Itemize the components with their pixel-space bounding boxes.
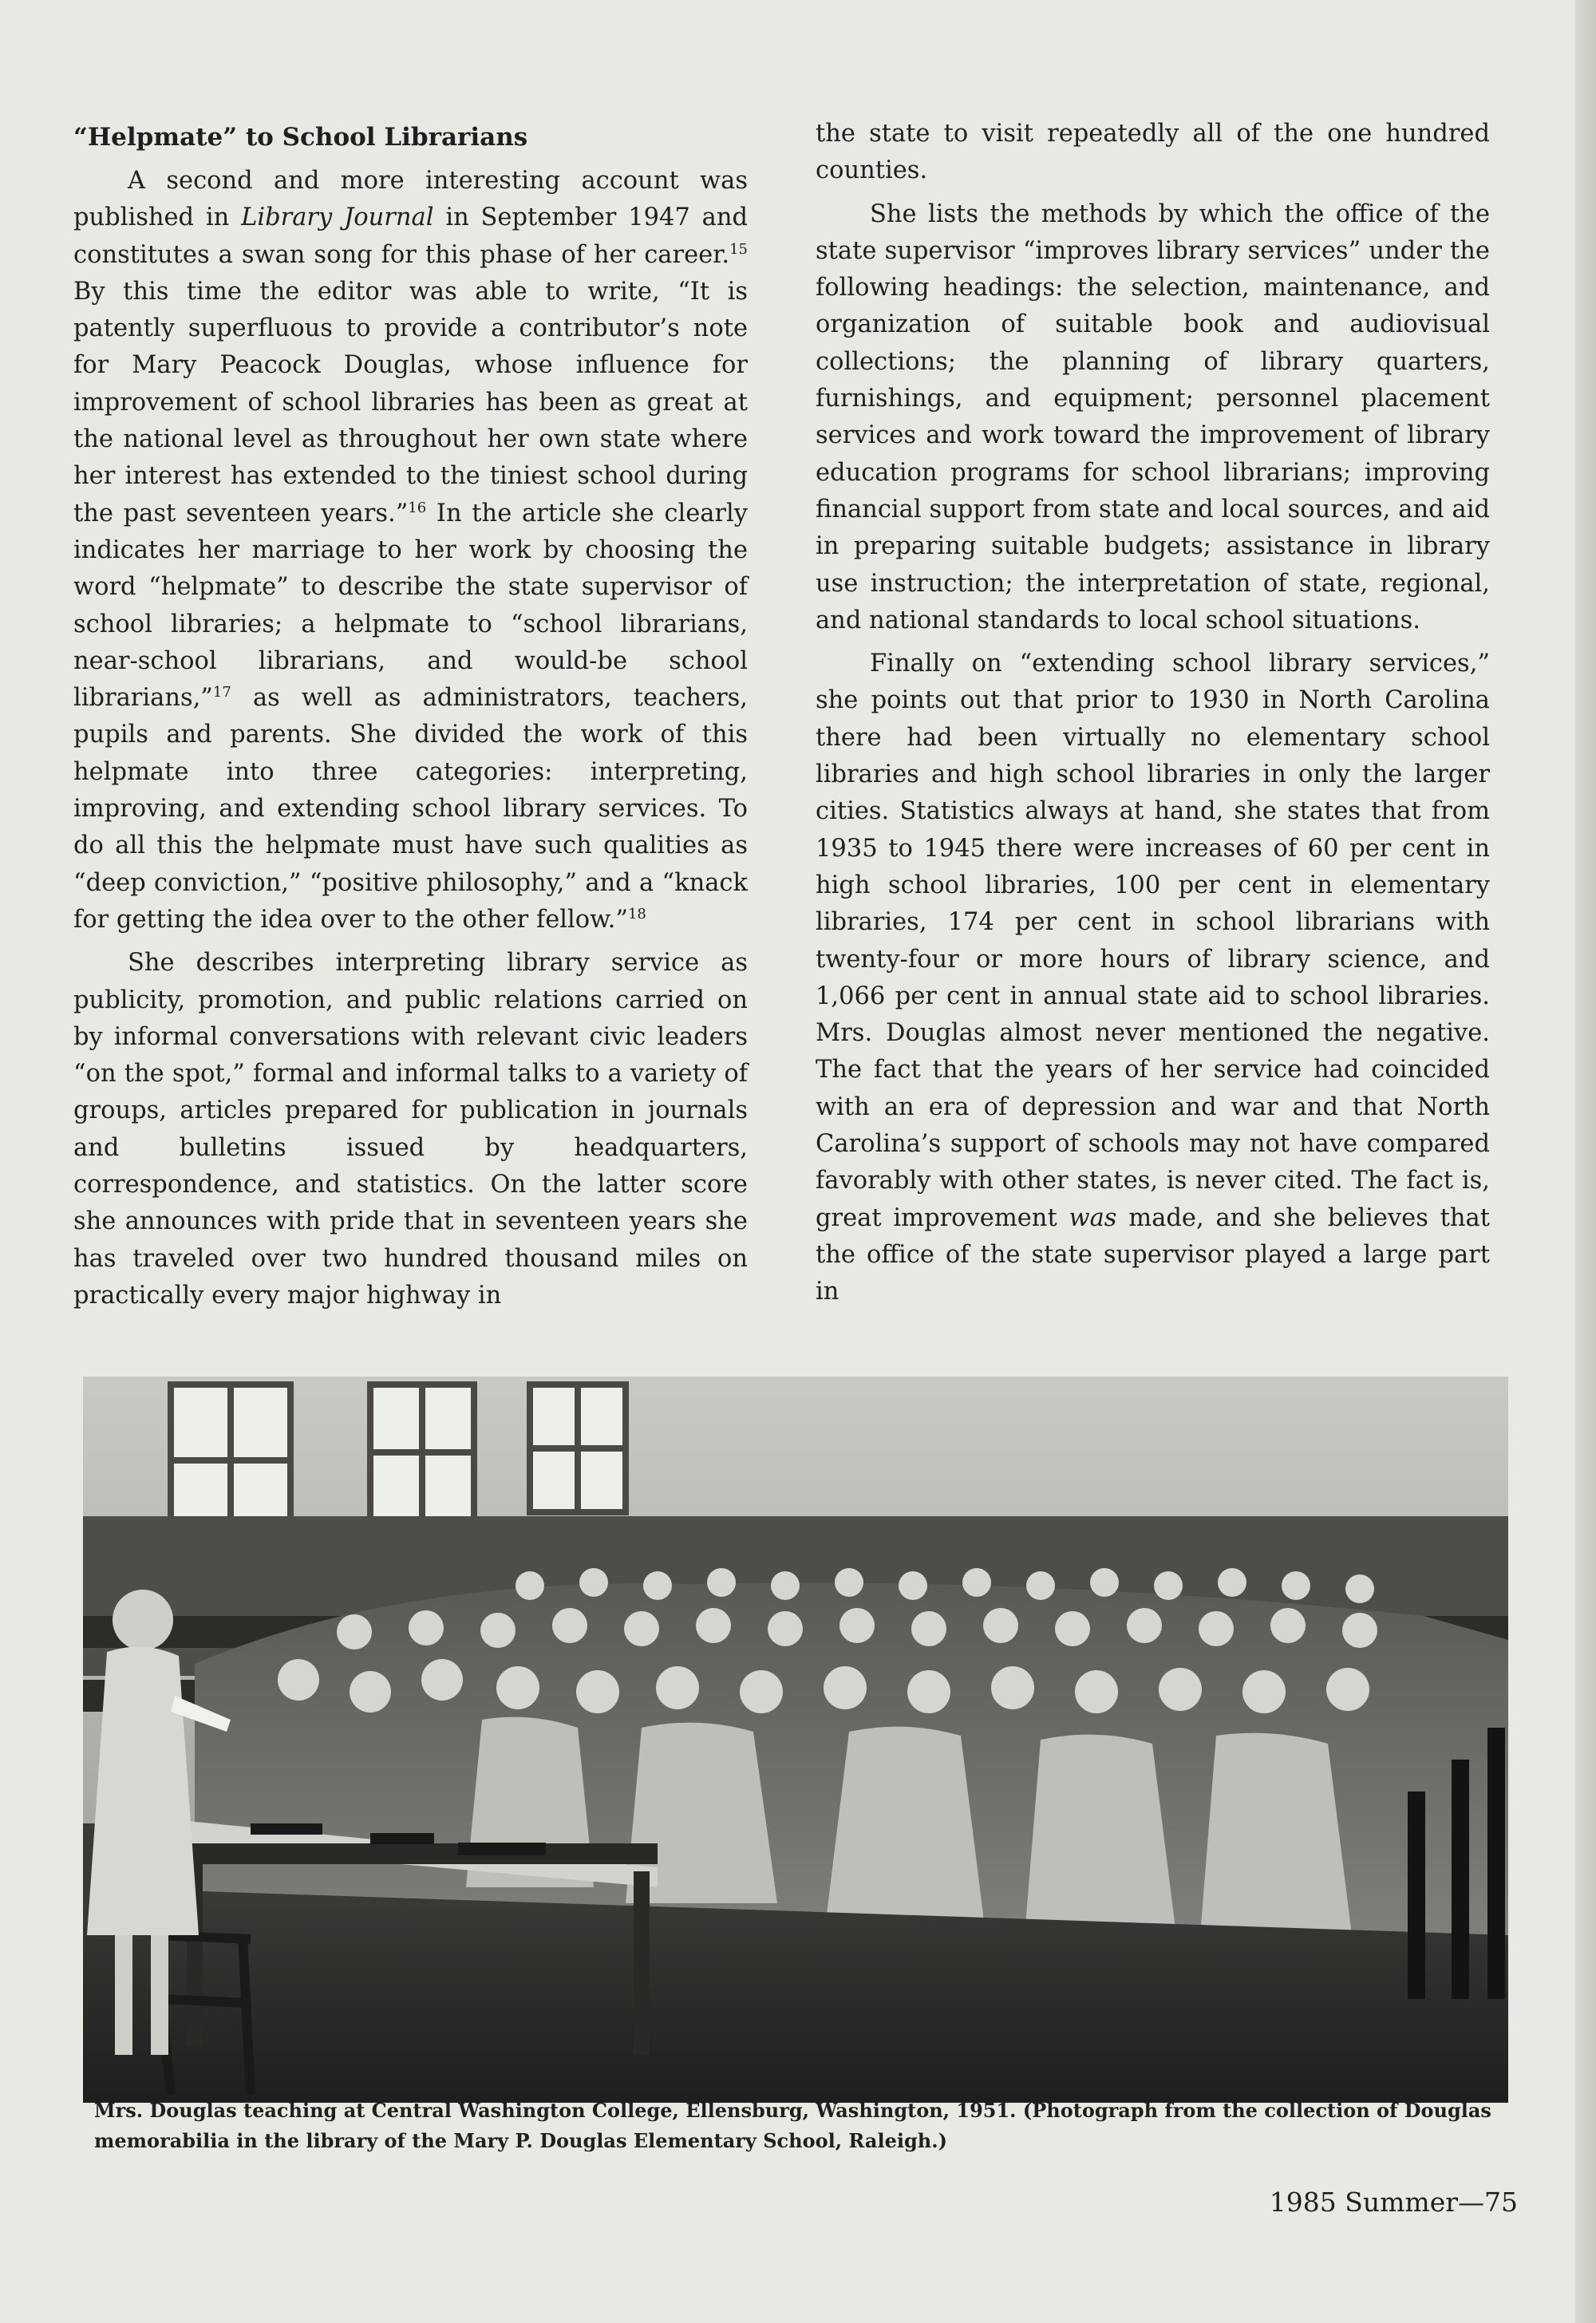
window-left: [171, 1385, 290, 1536]
footnote-ref-16: 16: [408, 499, 427, 516]
photograph-illustration: [83, 1377, 1508, 2103]
paragraph-library-journal: [73, 163, 748, 938]
footnote-ref-15: 15: [729, 240, 748, 258]
footnote-ref-17: 17: [212, 684, 231, 701]
text-span: A second and more interesting account was published in: [73, 167, 748, 232]
page-edge-shadow: [1575, 0, 1596, 2323]
text-span: in September 1947 and constitutes a swan song for this phase of her career.: [73, 203, 749, 269]
section-heading: “Helpmate” to School Librarians: [73, 123, 528, 152]
classroom-photograph: [83, 1377, 1508, 2103]
emphasis-was: was: [1069, 1203, 1117, 1232]
right-column: [816, 116, 1490, 1311]
paragraph-improving: She lists the methods by which the office of the state supervisor “improves library services” under the following headings: the selection, maintenance, and organization of suitable book and audiovisual collections; the planning of library quarters, furnishings, and equipment; personnel placement services and work toward the improvement of library education programs for school librarians; improving financial support from state and local sources, and aid in preparing suitable budgets; assistance in library use instruction; the interpretation of state, regional, and national standards to local school situations.: [816, 200, 1490, 634]
journal-title: Library Journal: [241, 203, 434, 232]
footnote-ref-18: 18: [627, 905, 646, 922]
text-span: made, and she believes that the office of the state supervisor played a large part in: [816, 1203, 1491, 1306]
paragraph-extending: [816, 646, 1490, 1310]
text-span: Finally on “extending school library services,” she points out that prior to 1930 in North Carolina there had been virtually no elementary school libraries and high school libraries in only the larger cities. Statistics always at hand, she states that from 1935 to 1945 there were increases of 60 per cent in high school libraries, 100 per cent in elementary libraries, 174 per cent in school librarians with twenty-four or more hours of library science, and 1,066 per cent in annual state aid to school libraries. Mrs. Douglas almost never mentioned the negative. The fact that the years of her service had coincided with an era of depression and war and that North Carolina’s support of schools may not have compared favorably with other states, is never cited. The fact is, great improvement: [816, 650, 1490, 1232]
text-span: By this time the editor was able to write, “It is patently superfluous to provide a contributor’s note for Mary Peacock Douglas, whose influence for improvement of school libraries has been as great at the national level as throughout her own state where her interest has extended to the tiniest school during the past seventeen years.”: [73, 277, 748, 527]
page-footer: 1985 Summer—75: [1269, 2187, 1518, 2218]
left-column: [73, 120, 748, 1314]
paragraph-interpreting: She describes interpreting library service as publicity, promotion, and public relations carried on by informal conversations with relevant civic leaders “on the spot,” formal and informal talks to a variety of groups, articles prepared for publication in journals and bulletins issued by headquarters, correspondence, and statistics. On the latter score she announces with pride that in seventeen years she has traveled over two hundred thousand miles on practically every major highway in: [73, 949, 748, 1310]
text-span: as well as administrators, teachers, pupils and parents. She divided the work of this helpmate into three categories: interpreting, improving, and extending school library services. To do all this the helpmate must have such qualities as “deep conviction,” “positive philosophy,” and a “knack for getting the idea over to the other fellow.”: [73, 684, 748, 934]
paragraph-continuation: the state to visit repeatedly all of the one hundred counties.: [816, 120, 1490, 185]
text-span: In the article she clearly indicates her marriage to her work by choosing the word “helpmate” to describe the state supervisor of school libraries; a helpmate to “school librarians, near-school librarians, and would-be school librarians,”: [73, 499, 749, 713]
photo-caption: Mrs. Douglas teaching at Central Washington College, Ellensburg, Washington, 1951. (Photograph from the collection of Douglas memorabilia in the library of the Mary P. Douglas Elementary School, Raleigh.): [94, 2099, 1491, 2152]
